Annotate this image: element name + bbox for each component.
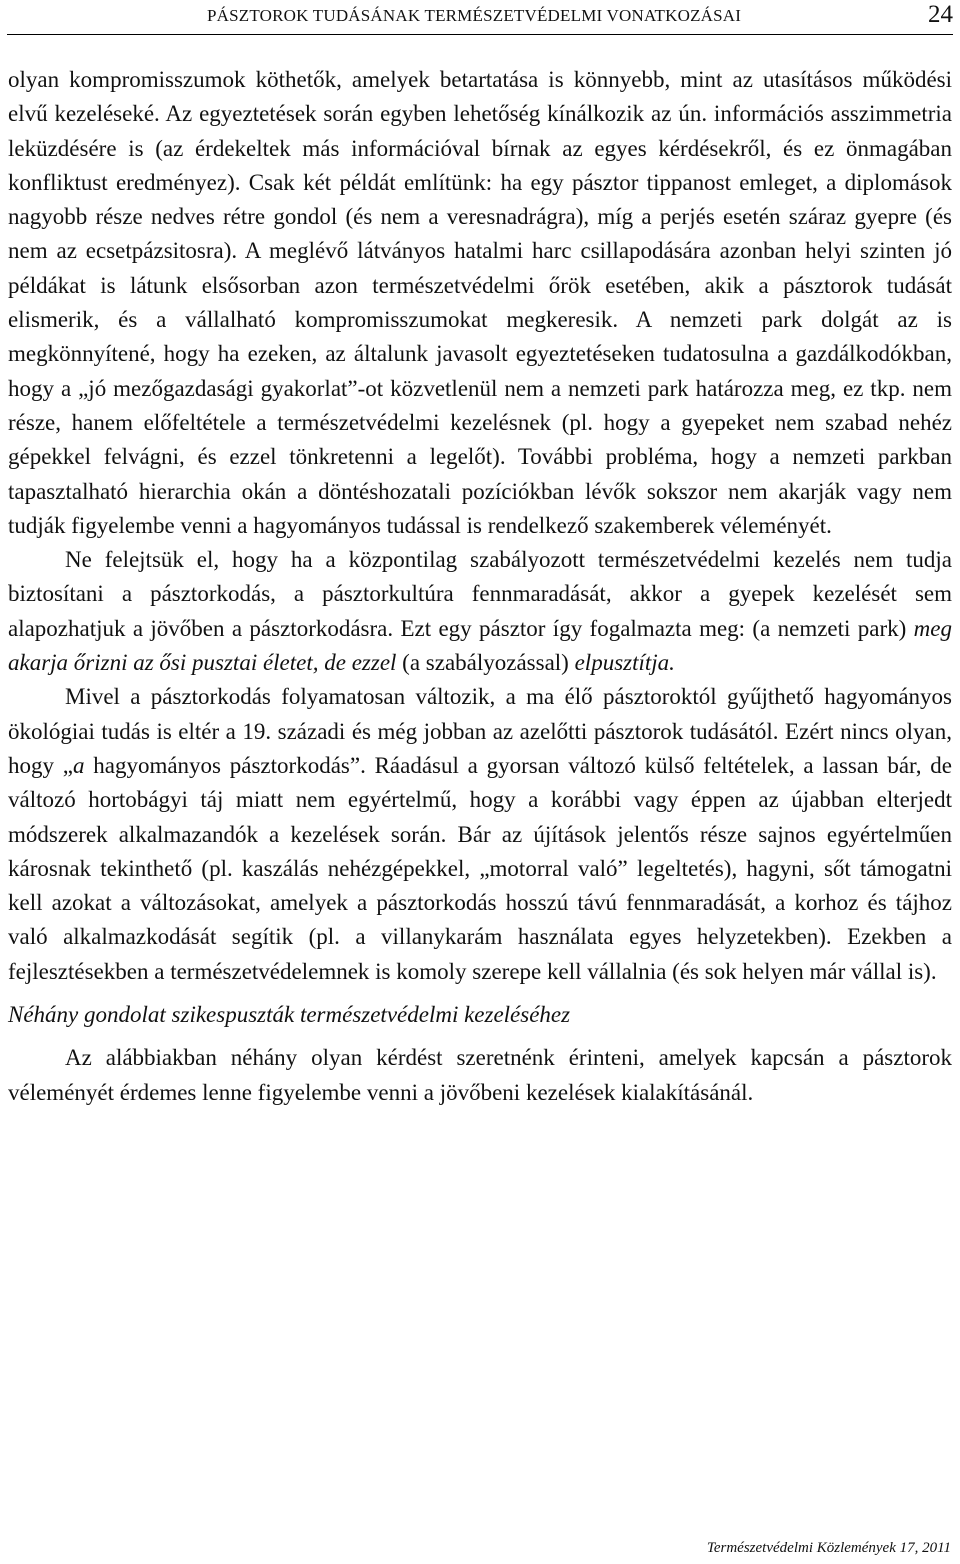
paragraph-3-part-2: hagyományos pásztorkodás”. Ráadásul a gyorsan változó külső feltételek, a lassan bár, de változó hortobágyi táj miatt nem egyértelmű, hogy a korábbi vagy éppen az újabban elterjedt módszerek alkalmazandók a kezelések során. Bár az újítások jelentős része sajnos egyértelműen károsnak tekinthető (pl. kaszálás nehézgépekkel, „motorral való” legeltetés), hagyni, sőt támogatni kell azokat a változásokat, amelyek a pásztorkodás hosszú távú fennmaradását, a korhoz és tájhoz való alkalmazkodását segítik (pl. a villanykarám használata egyes helyzetekben). Ezekben a fejlesztésekben a természetvédelemnek is komoly szerepe kell vállalnia (és sok helyen már vállal is). — [8, 752, 952, 984]
section-heading: Néhány gondolat szikespuszták természetvédelmi kezeléséhez — [8, 1002, 571, 1028]
paragraph-3-part-1: Mivel a pásztorkodás folyamatosan változik, a ma élő pásztoroktól gyűjthető hagyományos ökológiai tudás is eltér a 19. századi és még jobban az azelőtti pásztorok tudásától. Ezért nincs olyan, hogy „ — [8, 684, 952, 778]
body-text — [8, 63, 952, 1110]
paragraph-2-part-2: (a szabályozással) — [396, 650, 575, 676]
page-footer: Természetvédelmi Közlemények 17, 2011 — [706, 1540, 951, 1556]
paragraph-3-emphasis: a — [72, 752, 85, 778]
running-title: PÁSZTOROK TUDÁSÁNAK TERMÉSZETVÉDELMI VONATKOZÁSAI — [207, 6, 742, 25]
page-number: 24 — [928, 1, 953, 28]
page-header — [7, 0, 953, 35]
paragraph-2-part-1: Ne felejtsük el, hogy ha a központilag szabályozott természetvédelmi kezelés nem tudja biztosítani a pásztorkodás, a pásztorkultúra fennmaradását, akkor a gyepek kezelését sem alapozhatjuk a jövőben a pásztorkodásra. Ezt egy pásztor így fogalmazta meg: (a nemzeti park) — [8, 547, 952, 641]
paragraph-2-quote-1: meg akarja őrizni az ősi pusztai életet, de ezzel — [8, 615, 952, 676]
paragraph-4: Az alábbiakban néhány olyan kérdést szeretnénk érinteni, amelyek kapcsán a pásztorok véleményét érdemes lenne figyelembe venni a jövőbeni kezelések kialakításánál. — [8, 1045, 952, 1105]
paragraph-2 — [8, 543, 952, 680]
paragraph-2-quote-2: elpusztítja. — [574, 650, 675, 676]
paragraph-3 — [8, 680, 952, 989]
paragraph-1: olyan kompromisszumok köthetők, amelyek betartatása is könnyebb, mint az utasításos működési elvű kezeléseké. Az egyeztetések során egyben lehetőség kínálkozik az ún. információs asszimmetria leküzdésére is (az érdekeltek más információval bírnak az egyes kérdésekről, és ez önmagában konfliktust eredményez). Csak két példát említünk: ha egy pásztor tippanost emleget, a diplomások nagyobb része nedves rétre gondol (és nem a veresnadrágra), míg a perjés esetén száraz gyepre (és nem az ecsetpázsitosra). A meglévő látványos hatalmi harc csillapodására azonban helyi szinten jó példákat is látunk elsősorban azon természetvédelmi őrök esetében, akik a pásztorok tudását elismerik, és a vállalható kompromisszumokat megkeresik. A nemzeti park dolgát az is megkönnyítené, hogy ha ezeken, az általunk javasolt egyeztetéseken tudatosulna a gazdálkodókban, hogy a „jó mezőgazdasági gyakorlat”-ot közvetlenül nem a nemzeti park határozza meg, ez tkp. nem része, hanem előfeltétele a természetvédelmi kezelésnek (pl. hogy a gyepeket nem szabad nehéz gépekkel felvágni, és ezzel tönkretenni a legelőt). További probléma, hogy a nemzeti parkban tapasztalható hierarchia okán a döntéshozatali pozíciókban lévők sokszor nem akarják vagy nem tudják figyelembe venni a hagyományos tudással is rendelkező szakemberek véleményét. — [8, 67, 952, 538]
